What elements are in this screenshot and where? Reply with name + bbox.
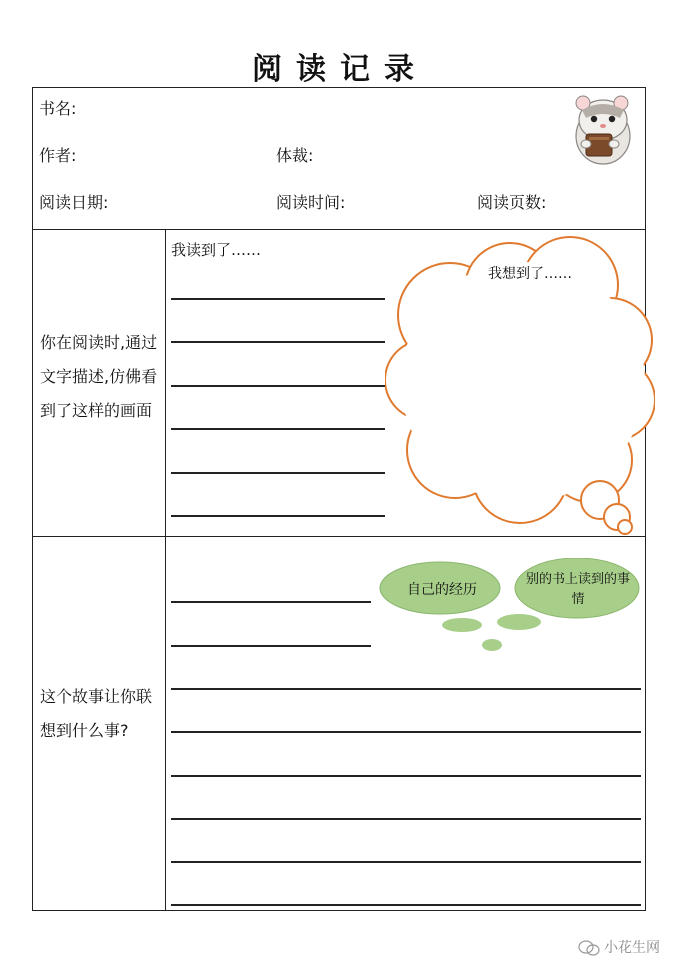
read-pages-field[interactable]: 阅读页数: — [477, 193, 547, 212]
divider-column — [165, 229, 166, 911]
writing-line[interactable] — [171, 904, 641, 906]
writing-line[interactable] — [171, 818, 641, 820]
writing-line[interactable] — [171, 341, 385, 343]
writing-line[interactable] — [171, 645, 371, 647]
section2-prompt: 这个故事让你联想到什么事? — [40, 687, 153, 740]
bubble-other-books: 别的书上读到的事情 — [525, 572, 630, 607]
writing-line[interactable] — [171, 298, 385, 300]
read-date-field[interactable]: 阅读日期: — [39, 193, 109, 212]
watermark-text: 小花生网 — [604, 940, 660, 956]
bubble-own-experience: 自己的经历 — [407, 582, 477, 598]
writing-line[interactable] — [171, 775, 641, 777]
watermark — [578, 937, 660, 957]
thought-label: 我想到了…… — [488, 266, 572, 282]
writing-line[interactable] — [171, 385, 385, 387]
page-title: 阅读记录 — [252, 52, 428, 87]
section1-prompt: 你在阅读时,通过文字描述,仿佛看到了这样的画面 — [40, 333, 158, 420]
writing-line[interactable] — [171, 472, 385, 474]
genre-field[interactable]: 体裁: — [276, 146, 314, 165]
hamster-icon — [568, 92, 638, 168]
wechat-icon — [578, 940, 600, 956]
writing-line[interactable] — [171, 601, 371, 603]
writing-line[interactable] — [171, 515, 385, 517]
read-label: 我读到了…… — [171, 241, 262, 259]
book-name-field[interactable]: 书名: — [39, 99, 77, 118]
read-time-field[interactable]: 阅读时间: — [276, 193, 346, 212]
author-field[interactable]: 作者: — [39, 146, 77, 165]
writing-line[interactable] — [171, 688, 641, 690]
writing-line[interactable] — [171, 428, 385, 430]
writing-line[interactable] — [171, 731, 641, 733]
writing-line[interactable] — [171, 861, 641, 863]
